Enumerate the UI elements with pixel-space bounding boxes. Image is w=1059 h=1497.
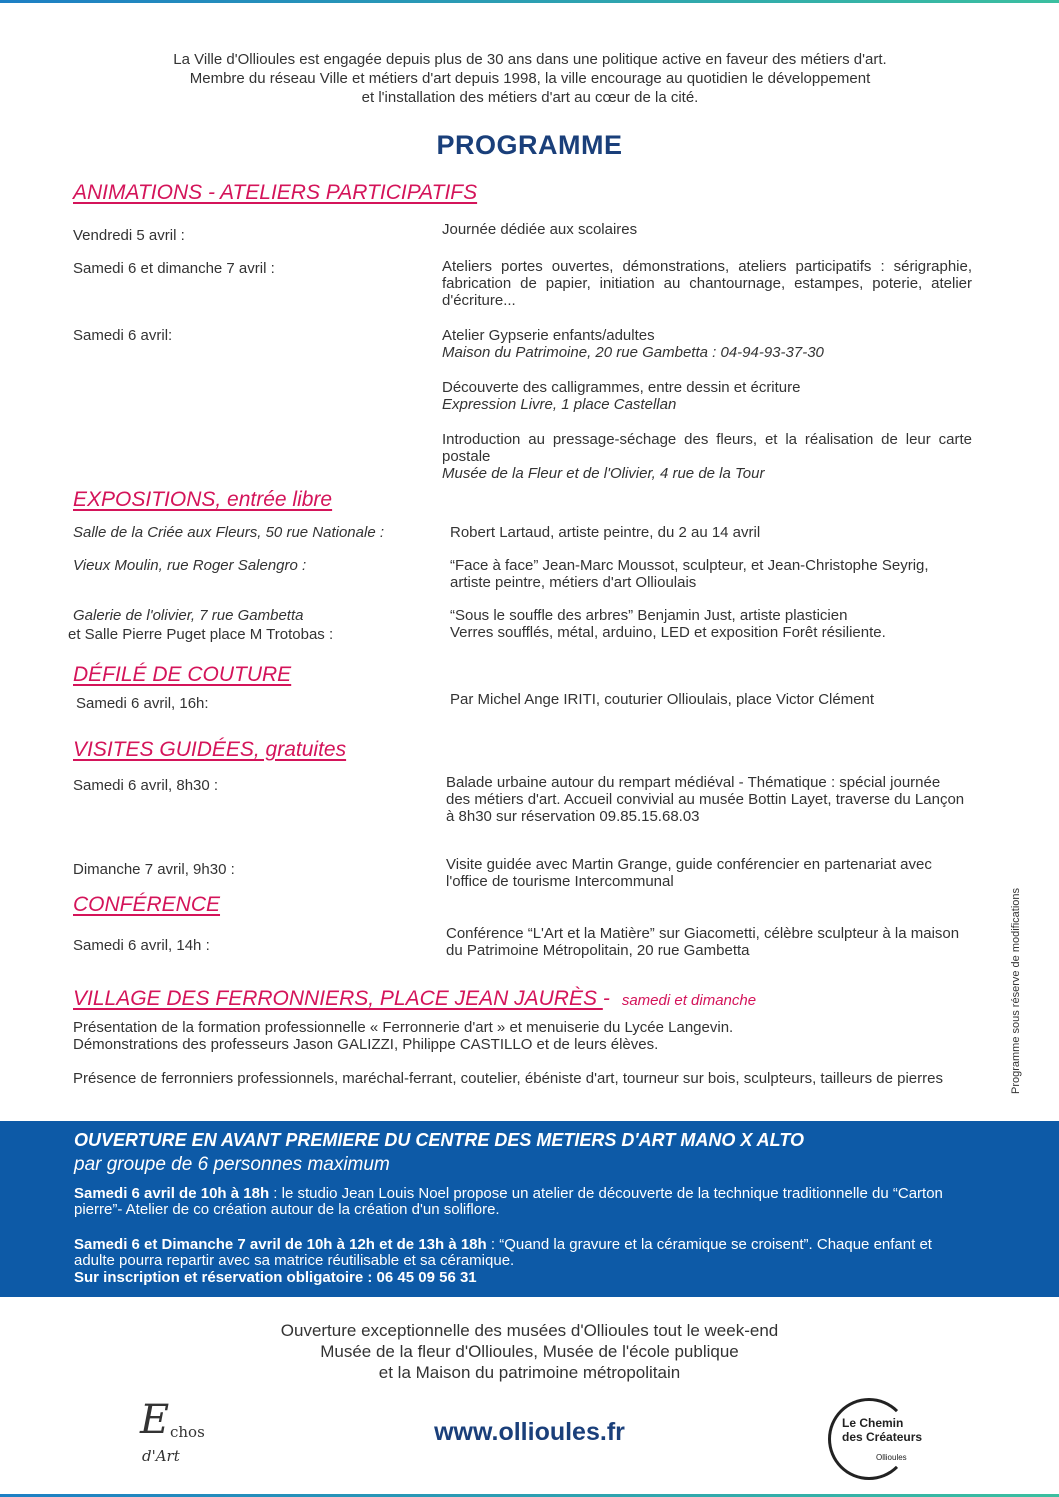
item-label: Samedi 6 avril, 16h: [76, 695, 209, 712]
item-text [450, 607, 990, 641]
museums-line: Musée de la fleur d'Ollioules, Musée de l'école publique [320, 1342, 739, 1361]
ouverture-title: OUVERTURE EN AVANT PREMIERE DU CENTRE DES METIERS D'ART MANO X ALTO [74, 1130, 805, 1150]
item-text-line: Verres soufflés, métal, arduino, LED et exposition Forêt résiliente. [450, 624, 886, 641]
logo-line: Le Chemin [842, 1416, 904, 1430]
intro-line: La Ville d'Ollioules est engagée depuis plus de 30 ans dans une politique active en faveur des métiers d'art. [173, 51, 887, 68]
activity-name: Découverte des calligrammes, entre dessin et écriture [442, 379, 801, 396]
logo-subtext: Ollioules [876, 1453, 907, 1462]
item-label: Samedi 6 avril: [73, 327, 173, 344]
village-extra: samedi et dimanche [621, 992, 757, 1009]
ouverture-paragraph [74, 1186, 974, 1218]
activity-name: Atelier Gypserie enfants/adultes [442, 327, 655, 344]
village-title-text: VILLAGE DES FERRONNIERS, PLACE JEAN JAURÈS [73, 987, 597, 1010]
activity [442, 431, 972, 482]
museums-text [0, 1320, 1059, 1383]
programme-title: PROGRAMME [436, 130, 623, 160]
ouverture-desc: : “Quand la gravure et la céramique se croisent”. Chaque enfant et adulte pourra repartir avec sa matrice réutilisable et sa céramique. [74, 1236, 932, 1269]
intro-text [60, 50, 1000, 107]
item-text-line: “Sous le souffle des arbres” Benjamin Just, artiste plasticien [450, 607, 848, 624]
chemin-createurs-logo [828, 1398, 938, 1478]
item-label: Vieux Moulin, rue Roger Salengro : [73, 557, 307, 574]
ouverture-paragraph [74, 1270, 974, 1286]
item-text: Ateliers portes ouvertes, démonstrations, ateliers participatifs : sérigraphie, fabrication de papier, initiation au chantournage, estampes, poterie, atelier d'écriture... [442, 258, 972, 309]
item-text: Par Michel Ange IRITI, couturier Ollioulais, place Victor Clément [450, 691, 875, 708]
item-label: Samedi 6 avril, 14h : [73, 937, 210, 954]
section-title-village [73, 987, 756, 1011]
item-label: et Salle Pierre Puget place M Trotobas : [68, 626, 334, 643]
item-text: Conférence “L'Art et la Matière” sur Giacometti, célèbre sculpteur à la maison du Patrimoine Métropolitain, 20 rue Gambetta [446, 925, 960, 959]
activity [442, 379, 972, 413]
item-label: Samedi 6 et dimanche 7 avril : [73, 260, 275, 277]
ouverture-reservation: Sur inscription et réservation obligatoire : 06 45 09 56 31 [74, 1269, 477, 1286]
section-title-conference: CONFÉRENCE [73, 893, 221, 916]
item-text: Journée dédiée aux scolaires [442, 221, 638, 238]
logo-text: d'Art [142, 1447, 180, 1465]
logo-line: des Créateurs [842, 1430, 923, 1444]
logo-text [842, 1416, 922, 1444]
activity-place: Musée de la Fleur et de l'Olivier, 4 rue de la Tour [442, 465, 765, 482]
village-line: Démonstrations des professeurs Jason GALIZZI, Philippe CASTILLO et de leurs élèves. [73, 1036, 659, 1053]
activity [442, 327, 972, 361]
museums-line: et la Maison du patrimoine métropolitain [378, 1363, 681, 1382]
activity-place: Maison du Patrimoine, 20 rue Gambetta : 04-94-93-37-30 [442, 344, 824, 361]
logo-text: chos [170, 1423, 205, 1441]
item-text: Robert Lartaud, artiste peintre, du 2 au 14 avril [450, 524, 761, 541]
activity-name: Introduction au pressage-séchage des fleurs, et la réalisation de leur carte postale [442, 431, 972, 465]
village-line: Présentation de la formation professionnelle « Ferronnerie d'art » et menuiserie du Lycée Langevin. [73, 1019, 734, 1036]
logo-letter: E [140, 1397, 170, 1443]
intro-line: Membre du réseau Ville et métiers d'art depuis 1998, la ville encourage au quotidien le développement [189, 70, 871, 87]
ouverture-date: Samedi 6 avril de 10h à 18h [74, 1185, 270, 1202]
section-title-expositions: EXPOSITIONS, entrée libre [73, 488, 333, 511]
section-title-defile: DÉFILÉ DE COUTURE [73, 663, 292, 686]
item-text: “Face à face” Jean-Marc Moussot, sculpteur, et Jean-Christophe Seyrig, artiste peintre, métiers d'art Ollioulais [450, 557, 929, 591]
top-gradient-bar [0, 0, 1059, 3]
section-title-visites: VISITES GUIDÉES, gratuites [73, 738, 347, 761]
item-text: Balade urbaine autour du rempart médiéval - Thématique : spécial journée des métiers d'art. Accueil convivial au musée Bottin Layet, traverse du Lançon à 8h30 sur réservation 09.85.15.68.03 [446, 774, 965, 825]
item-label: Samedi 6 avril, 8h30 : [73, 777, 219, 794]
village-dash: - [602, 987, 610, 1010]
ouverture-date: Samedi 6 et Dimanche 7 avril de 10h à 12h et de 13h à 18h [74, 1236, 487, 1253]
item-text: Visite guidée avec Martin Grange, guide conférencier en partenariat avec l'office de tourisme Intercommunal [446, 856, 932, 890]
side-note: Programme sous réserve de modifications [1010, 887, 1022, 1094]
museums-line: Ouverture exceptionnelle des musées d'Ollioules tout le week-end [280, 1321, 779, 1340]
ouverture-subtitle: par groupe de 6 personnes maximum [74, 1154, 390, 1175]
website-link[interactable]: www.ollioules.fr [434, 1418, 625, 1446]
ouverture-paragraph [74, 1237, 974, 1269]
item-label: Vendredi 5 avril : [73, 227, 185, 244]
ouverture-desc: : le studio Jean Louis Noel propose un atelier de découverte de la technique traditionnelle du “Carton pierre”- Atelier de co création autour de la création d'un soliflore. [74, 1185, 943, 1218]
item-label: Dimanche 7 avril, 9h30 : [73, 861, 235, 878]
activity-place: Expression Livre, 1 place Castellan [442, 396, 677, 413]
intro-line: et l'installation des métiers d'art au cœur de la cité. [361, 89, 699, 106]
item-label: Galerie de l'olivier, 7 rue Gambetta [73, 607, 304, 624]
section-title-animations: ANIMATIONS - ATELIERS PARTICIPATIFS [73, 181, 478, 204]
village-text [73, 1019, 993, 1087]
village-line: Présence de ferronniers professionnels, maréchal-ferrant, coutelier, ébéniste d'art, tourneur sur bois, sculpteurs, tailleurs de pierres [73, 1070, 943, 1087]
item-label: Salle de la Criée aux Fleurs, 50 rue Nationale : [73, 524, 385, 541]
